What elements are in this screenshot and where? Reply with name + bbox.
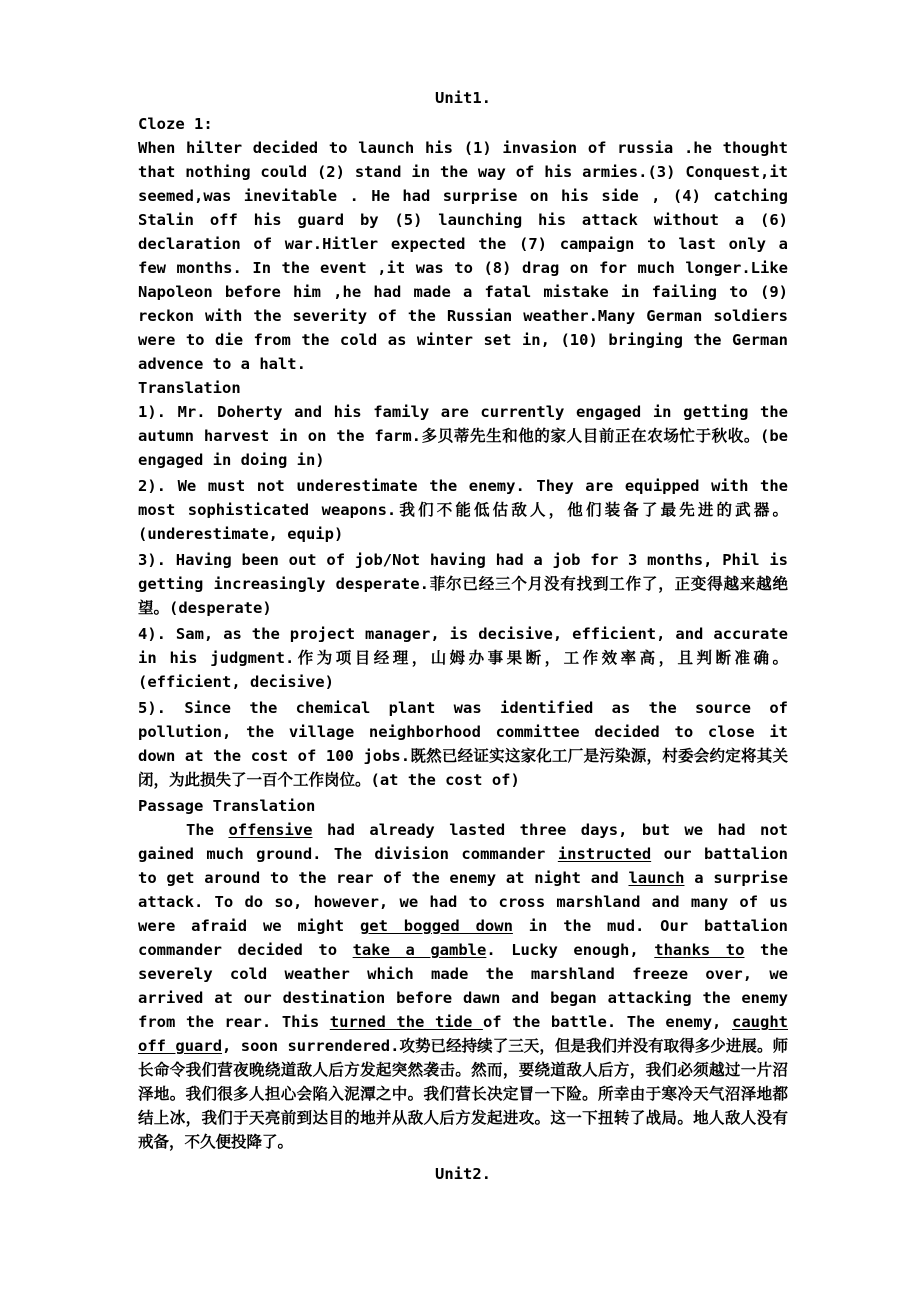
- underlined-term: offensive: [228, 821, 313, 839]
- passage-text: The: [186, 821, 229, 839]
- passage-text: a surprise attack. To do so, however, we had to cross marshland and many of us were afraid we might: [138, 869, 788, 935]
- underlined-term: thanks to: [654, 941, 745, 959]
- cloze-paragraph: When hilter decided to launch his (1) invasion of russia .he thought that nothing could (2) stand in the way of his armies.(3) Conquest,it seemed,was inevitable . He had surprise on his side , (4) catching Stalin off his guard by (5) launching his attack without a (6) declaration of war.Hitler expected the (7) campaign to last only a few months. In the event ,it was to (8) drag on for much longer.Like Napoleon before him ,he had made a fatal mistake in failing to (9) reckon with the severity of the Russian weather.Many German soldiers were to die from the cold as winter set in, (10) bringing the German advence to a halt.: [138, 139, 788, 373]
- passage-text: the severely cold weather which made the marshland freeze over, we arrived at our destination before dawn and began attacking the enemy from the rear. This: [138, 941, 789, 1031]
- passage-text: in the mud. Our battalion commander decided to: [138, 917, 788, 959]
- underlined-term: turned the tide: [329, 1013, 483, 1031]
- translation-item: 2). We must not underestimate the enemy. They are equipped with the most sophisticated weapons.我们不能低估敌人，他们装备了最先进的武器。(underestimate, equip): [138, 477, 788, 543]
- underlined-term: get bogged down: [359, 917, 513, 935]
- underlined-term: instructed: [557, 845, 652, 863]
- passage-paragraph: [138, 818, 788, 1154]
- cloze-heading: Cloze 1:: [138, 115, 213, 133]
- translation-item: 5). Since the chemical plant was identified as the source of pollution, the village neighborhood committee decided to close it down at the cost of 100 jobs.既然已经证实这家化工厂是污染源，村委会约定将其关闭，为此损失了一百个工作岗位。(at the cost of): [138, 699, 788, 789]
- translation-item: 1). Mr. Doherty and his family are currently engaged in getting the autumn harvest in on the farm.多贝蒂先生和他的家人目前正在农场忙于秋收。(be engaged in doing in): [138, 403, 788, 469]
- underlined-term: caught off guard: [138, 1013, 788, 1055]
- translation-item: 4). Sam, as the project manager, is decisive, efficient, and accurate in his judgment.作为项目经理，山姆办事果断，工作效率高，且判断准确。(efficient, decisive): [138, 625, 788, 691]
- unit2-title: Unit2.: [435, 1165, 491, 1183]
- translation-heading: Translation: [138, 379, 241, 397]
- underlined-term: launch: [628, 869, 685, 887]
- translation-item: 3). Having been out of job/Not having had a job for 3 months, Phil is getting increasingly desperate.菲尔已经三个月没有找到工作了，正变得越来越绝望。(desperate): [138, 551, 788, 617]
- unit1-title: Unit1.: [435, 89, 491, 107]
- passage-text: . Lucky enough,: [486, 941, 655, 959]
- passage-text: , soon surrendered.攻势已经持续了三天，但是我们并没有取得多少进展。师长命令我们营夜晚绕道敌人后方发起突然袭击。然而，要绕道敌人后方，我们必须越过一片沼泽地。我们很多人担心会陷入泥潭之中。我们营长决定冒一下险。所幸由于寒冷天气沼泽地都结上冰，我们于天亮前到达目的地并从敌人后方发起进攻。这一下扭转了战局。地人敌人没有戒备，不久便投降了。: [138, 1037, 788, 1151]
- passage-translation-heading: Passage Translation: [138, 797, 316, 815]
- passage-text: our battalion to get around to the rear of the enemy at night and: [138, 845, 788, 887]
- document-page: [138, 86, 788, 1188]
- underlined-term: take a gamble: [352, 941, 487, 959]
- passage-text: of the battle. The enemy,: [482, 1013, 732, 1031]
- passage-text: had already lasted three days, but we had not gained much ground. The division commander: [138, 821, 788, 863]
